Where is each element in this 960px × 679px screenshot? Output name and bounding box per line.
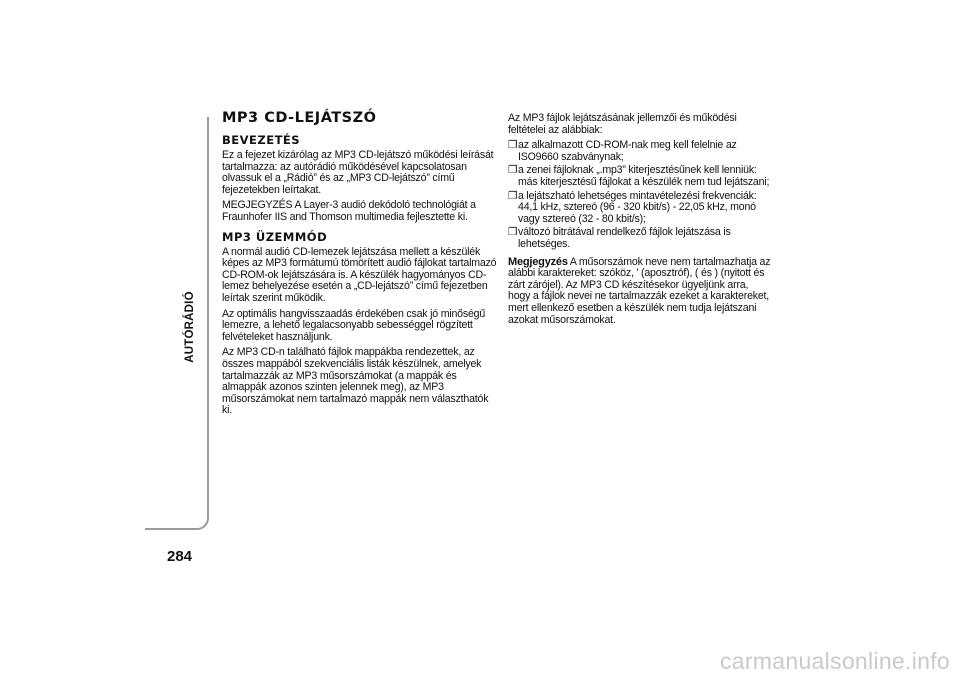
features-intro: Az MP3 fájlok lejátszásának jellemzői és működési feltételei az alábbiak: xyxy=(508,112,737,136)
checkbox-bullet-icon: ❒ xyxy=(508,164,518,177)
list-item: ❒ a lejátszható lehetséges mintavételezési frekvenciák: 44,1 kHz, sztereó (96 - 320 kbit/s) - 22,05 kHz, monó vagy sztereó (32 - 80 kbit/s); xyxy=(508,189,757,225)
page-title: MP3 CD-LEJÁTSZÓ xyxy=(222,110,377,126)
watermark: carmanualsonline.info xyxy=(719,648,950,674)
right-column xyxy=(508,113,773,330)
intro-heading: BEVEZETÉS xyxy=(222,133,301,147)
margin-rule xyxy=(145,117,209,530)
mode-heading: MP3 ÜZEMMÓD xyxy=(222,229,328,244)
list-item: ❒ az alkalmazott CD-ROM-nak meg kell felelnie az ISO9660 szabványnak; xyxy=(508,139,737,163)
list-item: ❒ változó bitrátával rendelkező fájlok lejátszása is lehetséges. xyxy=(508,226,731,250)
checkbox-bullet-icon: ❒ xyxy=(508,226,518,239)
mode-paragraph-1: A normál audió CD-lemezek lejátszása mellett a készülék képes az MP3 formátumú tömörített audió fájlokat tartalmazó CD-ROM-ok lejátszására is. A készülék hagyományos CD-lemez behelyezése esetén a „CD-lejátszó” című fejezetben leírtak szerint működik. xyxy=(222,245,497,304)
list-item: ❒ a zenei fájloknak „.mp3” kiterjesztésűnek kell lenniük: más kiterjesztésű fájlokat a készülék nem tud lejátszani; xyxy=(508,164,770,188)
page-number: 284 xyxy=(167,548,193,565)
mode-paragraph-2: Az optimális hangvisszaadás érdekében csak jó minőségű lemezre, a lehető legalacsonyabb sebességgel rögzített felvételeket használjunk. xyxy=(222,307,486,343)
intro-paragraph: Ez a fejezet kizárólag az MP3 CD-lejátszó működési leírását tartalmazza: az autórádió működésével kapcsolatosan olvassuk el a „Rádió” és az „MP3 CD-lejátszó” című fejezetekben leírtakat. xyxy=(222,149,494,196)
section-side-label: AUTÓRÁDIÓ xyxy=(184,291,196,363)
note-text: A műsorszámok neve nem tartalmazhatja az alábbi karaktereket: szóköz, ' (aposztróf), ( és ) (nyitott és zárt zárójel). Az MP3 CD készítésekor ügyeljünk arra, hogy a fájlok nevei ne tartalmazzák ezeket a karaktereket, mert ellenkező esetben a készülék nem tudja lejátszani azokat műsorszámokat. xyxy=(508,255,771,326)
features-list xyxy=(508,140,773,250)
note-paragraph: MEGJEGYZÉS A Layer-3 audió dekódoló technológiát a Fraunhofer IIS and Thomson multimedia fejlesztette ki. xyxy=(222,199,476,223)
note-label: Megjegyzés xyxy=(508,255,568,268)
note-block xyxy=(508,257,773,327)
left-column xyxy=(222,110,497,421)
mode-paragraph-3: Az MP3 CD-n található fájlok mappákba rendezettek, az összes mappából szekvenciális listák készülnek, amelyek tartalmazzák az MP3 műsorszámokat (a mappák és almappák azonos szinten jelennek meg), az MP3 műsorszámokat nem tartalmazó mappák nem választhatók ki. xyxy=(222,346,489,417)
checkbox-bullet-icon: ❒ xyxy=(508,139,518,152)
checkbox-bullet-icon: ❒ xyxy=(508,189,518,202)
